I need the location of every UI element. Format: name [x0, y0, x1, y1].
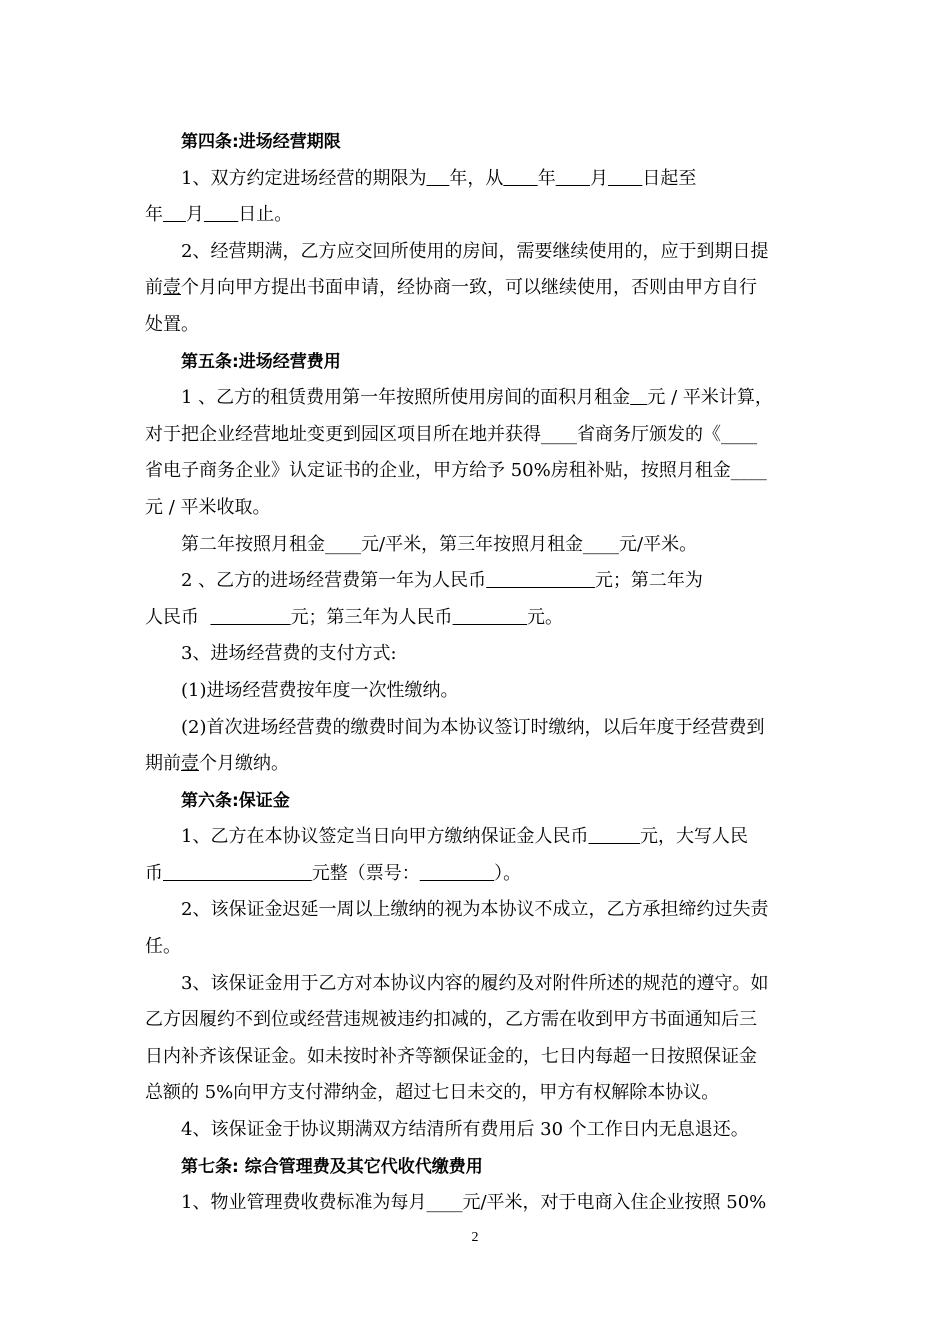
blank-start-month	[556, 168, 590, 189]
blank-deposit	[588, 826, 640, 847]
blank-end-year	[163, 204, 186, 225]
article-5-heading: 第五条:进场经营费用	[181, 351, 341, 372]
article-6-clause-3-line-3: 日内补齐该保证金。如未按时补齐等额保证金的，七日内每超一日按照保证金	[145, 1045, 757, 1067]
article-4-heading: 第四条:进场经营期限	[181, 132, 341, 152]
article-6-clause-3-line-1: 3、该保证金用于乙方对本协议内容的履约及对附件所述的规范的遵守。如	[181, 972, 769, 994]
blank-fee-year-1	[486, 570, 595, 591]
article-7-heading: 第七条: 综合管理费及其它代收代缴费用	[181, 1156, 483, 1177]
article-5-clause-1-line-1: 1 、乙方的租赁费用第一年按照所使用房间的面积月租金 元 / 平米计算，	[181, 387, 773, 409]
article-5-clause-3: 3、进场经营费的支付方式:	[181, 643, 397, 665]
article-4-clause-1-line-1: 1、双方约定进场经营的期限为 年，从 年 月 日起至	[181, 167, 697, 189]
blank-rent	[630, 387, 647, 408]
article-5-clause-2-line-2: 人民币 元；第三年为人民币 元。	[145, 606, 563, 628]
article-6-clause-2-line-2: 任。	[145, 936, 181, 958]
article-4-clause-2-line-1: 2、经营期满，乙方应交回所使用的房间，需要继续使用的，应于到期日提	[181, 240, 769, 262]
article-6-clause-2-line-1: 2、该保证金迟延一周以上缴纳的视为本协议不成立，乙方承担缔约过失责	[181, 899, 769, 921]
blank-end-month	[204, 204, 238, 225]
blank-start-year	[503, 168, 537, 189]
article-4-clause-2-line-3: 处置。	[145, 313, 199, 335]
blank-years	[426, 168, 449, 189]
article-6-heading: 第六条:保证金	[181, 790, 290, 811]
article-5-clause-3-item-2-line-2: 期前壹个月缴纳。	[145, 753, 289, 775]
article-4-clause-2-line-2: 前壹个月向甲方提出书面申请，经协商一致，可以继续使用，否则由甲方自行	[145, 277, 757, 299]
article-5-clause-3-item-2-line-1: (2)首次进场经营费的缴费时间为本协议签订时缴纳，以后年度于经营费到	[181, 716, 765, 738]
article-4-clause-1-line-2: 年 月 日止。	[145, 204, 293, 226]
article-6-clause-3-line-2: 乙方因履约不到位或经营违规被违约扣减的，乙方需在收到甲方书面通知后三	[145, 1009, 757, 1031]
article-5-clause-2-line-1: 2 、乙方的进场经营费第一年为人民币 元；第二年为	[181, 570, 703, 592]
article-5-clause-1-second-year: 第二年按照月租金____元/平米，第三年按照月租金____元/平米。	[181, 533, 698, 555]
blank-deposit-capital	[163, 863, 312, 884]
article-6-clause-3-line-4: 总额的 5%向甲方支付滞纳金，超过七日未交的，甲方有权解除本协议。	[145, 1082, 720, 1104]
document-body	[145, 124, 805, 1222]
article-5-clause-1-line-3: 省电子商务企业》认定证书的企业，甲方给予 50%房租补贴，按照月租金____	[145, 460, 767, 482]
article-5-clause-1-line-4: 元 / 平米收取。	[145, 496, 271, 518]
blank-fee-year-2	[210, 607, 290, 628]
underlined-one: 壹	[163, 277, 181, 299]
page-number: 2	[471, 1230, 479, 1245]
article-6-clause-1-line-2: 币 元整（票号： ）。	[145, 862, 522, 884]
article-5-clause-3-item-1: (1)进场经营费按年度一次性缴纳。	[181, 679, 459, 701]
blank-start-day	[608, 168, 642, 189]
article-7-clause-1-line-1: 1、物业管理费收费标准为每月____元/平米，对于电商入住企业按照 50%	[181, 1192, 767, 1214]
blank-ticket-number	[420, 863, 494, 884]
article-6-clause-1-line-1: 1、乙方在本协议签定当日向甲方缴纳保证金人民币 元，大写人民	[181, 826, 748, 848]
article-5-clause-1-line-2: 对于把企业经营地址变更到园区项目所在地并获得____省商务厅颁发的《____	[145, 423, 757, 445]
blank-fee-year-3	[453, 607, 527, 628]
underlined-one: 壹	[181, 753, 199, 775]
article-6-clause-4: 4、该保证金于协议期满双方结清所有费用后 30 个工作日内无息退还。	[181, 1119, 749, 1141]
